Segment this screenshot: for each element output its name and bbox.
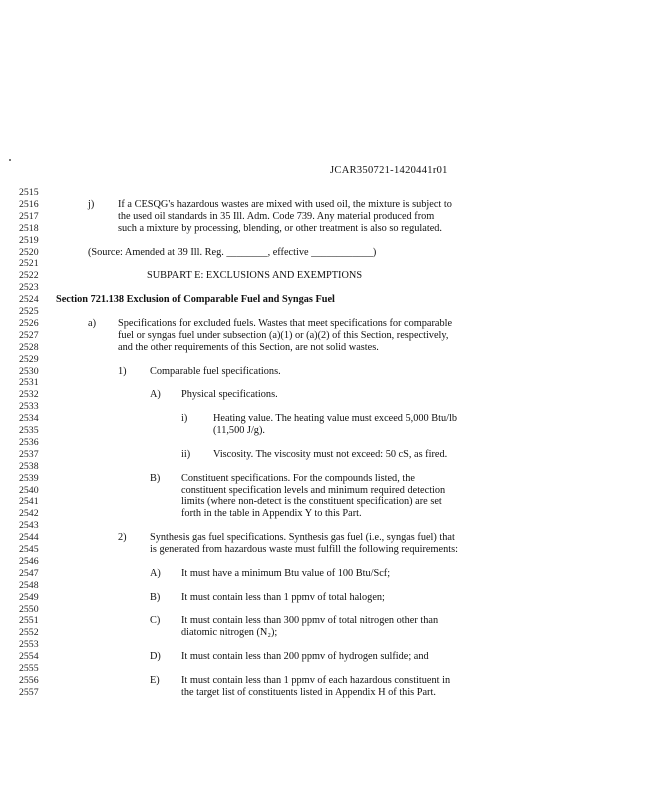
line-text: A) [150, 567, 161, 579]
line-text: It must contain less than 1 ppmv of total halogen; [181, 591, 385, 603]
line-text: SUBPART E: EXCLUSIONS AND EXEMPTIONS [147, 270, 363, 282]
line-number: 2539 [19, 472, 39, 484]
line-number: 2542 [19, 508, 39, 520]
line-number: 2545 [19, 544, 39, 555]
line-text: Heating value. The heating value must exceed 5,000 Btu/lb [213, 413, 458, 425]
line-text: It must contain less than 1 ppmv of each hazardous constituent in [181, 674, 451, 686]
line-number: 2532 [19, 389, 39, 401]
document-header-id: JCAR350721-1420441r01 [330, 165, 448, 176]
line-text: It must have a minimum Btu value of 100 Btu/Scf; [181, 567, 391, 579]
line-text: such a mixture by processing, blending, or other treatment is also so regulated. [118, 222, 442, 234]
document-line [0, 686, 671, 699]
line-number: 2555 [19, 663, 39, 674]
line-text: Physical specifications. [181, 389, 278, 401]
line-number: 2544 [19, 532, 39, 544]
line-text: the target list of constituents listed in Appendix H of this Part. [181, 686, 436, 698]
line-text: It must contain less than 200 ppmv of hydrogen sulfide; and [181, 651, 429, 663]
line-text: diatomic nitrogen (N₂); [181, 627, 278, 639]
scan-speck [9, 159, 11, 161]
line-number: 2534 [19, 413, 39, 425]
line-number: 2531 [19, 377, 39, 389]
line-number: 2528 [19, 341, 39, 353]
line-number: 2524 [19, 294, 39, 306]
line-number: 2550 [19, 603, 39, 615]
line-number: 2557 [19, 686, 39, 698]
line-text: C) [150, 615, 161, 627]
line-number: 2538 [19, 460, 39, 472]
line-number: 2515 [19, 187, 39, 198]
line-text: B) [150, 591, 161, 603]
line-number: 2541 [19, 496, 39, 508]
line-number: 2517 [19, 210, 39, 222]
line-text: Constituent specifications. For the compounds listed, the [181, 472, 415, 484]
line-number: 2526 [19, 317, 39, 329]
line-text: a) [88, 317, 96, 329]
line-number: 2548 [19, 579, 39, 591]
line-text: fuel or syngas fuel under subsection (a)(1) or (a)(2) of this Section, respectively, [118, 329, 449, 341]
line-text: D) [150, 651, 161, 663]
line-text: constituent specification levels and minimum required detection [181, 484, 446, 496]
line-number: 2540 [19, 484, 39, 496]
line-text: If a CESQG's hazardous wastes are mixed with used oil, the mixture is subject to [118, 198, 452, 210]
line-number: 2554 [19, 651, 39, 663]
line-number: 2551 [19, 615, 39, 627]
line-number: 2525 [19, 306, 39, 317]
line-number: 2516 [19, 198, 39, 210]
line-text: is generated from hazardous waste must fulfill the following requirements: [150, 544, 458, 555]
line-number: 2533 [19, 401, 39, 413]
line-text: ii) [181, 448, 191, 460]
line-number: 2527 [19, 329, 39, 341]
line-number: 2552 [19, 627, 39, 639]
line-number: 2536 [19, 436, 39, 448]
line-text: Specifications for excluded fuels. Wastes that meet specifications for comparable [118, 317, 453, 329]
line-number: 2537 [19, 448, 39, 460]
line-number: 2519 [19, 234, 39, 246]
line-text: 2) [118, 532, 127, 544]
line-number: 2535 [19, 425, 39, 436]
line-number: 2530 [19, 365, 39, 377]
line-number: 2523 [19, 282, 39, 294]
line-number: 2521 [19, 258, 39, 270]
line-text: the used oil standards in 35 Ill. Adm. Code 739. Any material produced from [118, 210, 435, 222]
line-number: 2549 [19, 591, 39, 603]
line-text: 1) [118, 365, 127, 377]
line-number: 2543 [19, 520, 39, 532]
line-number: 2546 [19, 555, 39, 567]
line-number: 2556 [19, 674, 39, 686]
line-text: limits (where non-detect is the constituent specification) are set [181, 496, 442, 508]
section-heading: Section 721.138 Exclusion of Comparable Fuel and Syngas Fuel [56, 294, 335, 306]
line-number: 2518 [19, 222, 39, 234]
line-text: Comparable fuel specifications. [150, 365, 281, 377]
line-text: i) [181, 413, 188, 425]
line-number: 2520 [19, 246, 39, 258]
line-text: A) [150, 389, 161, 401]
line-text: Viscosity. The viscosity must not exceed: 50 cS, as fired. [213, 448, 448, 460]
line-text: E) [150, 674, 160, 686]
line-text: It must contain less than 300 ppmv of total nitrogen other than [181, 615, 439, 627]
line-number: 2529 [19, 353, 39, 365]
line-text: (11,500 J/g). [213, 425, 265, 436]
line-text: and the other requirements of this Section, are not solid wastes. [118, 341, 379, 353]
line-text: Synthesis gas fuel specifications. Synthesis gas fuel (i.e., syngas fuel) that [150, 532, 455, 544]
line-number: 2522 [19, 270, 39, 282]
line-text: forth in the table in Appendix Y to this Part. [181, 508, 362, 520]
line-text: (Source: Amended at 39 Ill. Reg. ________, effective ____________) [88, 246, 377, 258]
line-number: 2553 [19, 639, 39, 651]
line-number: 2547 [19, 567, 39, 579]
line-text: B) [150, 472, 161, 484]
line-text: j) [88, 198, 95, 210]
